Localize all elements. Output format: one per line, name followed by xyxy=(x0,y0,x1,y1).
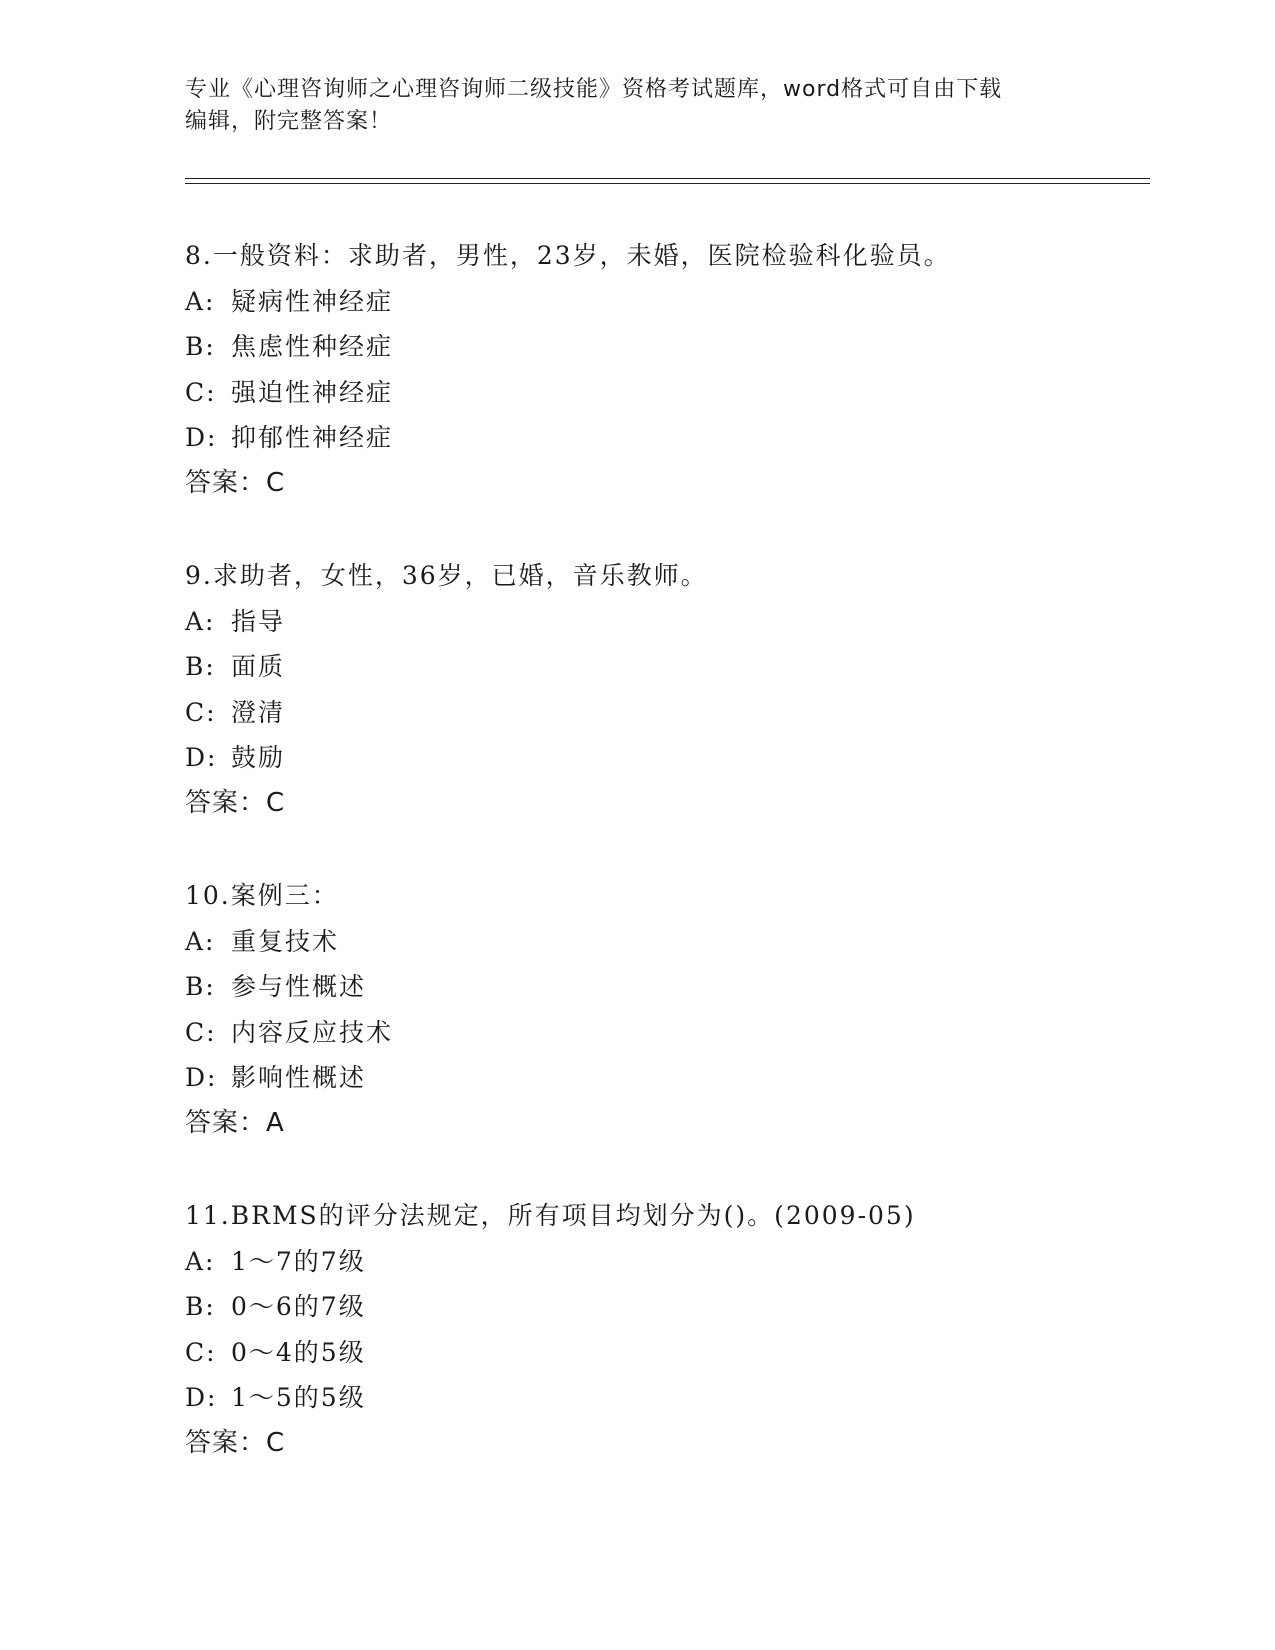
option-letter: C: xyxy=(185,377,217,407)
question-9 xyxy=(185,553,1165,826)
option-text: 鼓励 xyxy=(231,743,286,772)
option-letter: A: xyxy=(185,606,216,636)
option-text: 影响性概述 xyxy=(231,1063,367,1092)
option-text: 疑病性神经症 xyxy=(231,286,394,316)
option-text: 1～5的5级 xyxy=(231,1383,366,1412)
header-rule-bottom xyxy=(185,183,1150,184)
document-header xyxy=(185,74,1085,138)
question-10 xyxy=(185,873,1165,1146)
question-stem: 11.BRMS的评分法规定，所有项目均划分为()。(2009-05) xyxy=(185,1201,916,1230)
option-letter: C: xyxy=(185,697,217,727)
option-text: 抑郁性神经症 xyxy=(231,423,394,452)
answer-line: 答案：A xyxy=(185,1107,285,1138)
option-letter: D: xyxy=(185,423,218,452)
option-letter: C: xyxy=(185,1017,217,1047)
option-letter: D: xyxy=(185,1383,218,1412)
option-letter: B: xyxy=(185,972,216,1001)
option-letter: A: xyxy=(185,1246,216,1276)
option-a xyxy=(185,919,1165,965)
header-line-1: 专业《心理咨询师之心理咨询师二级技能》资格考试题库，word格式可自由下载 xyxy=(185,77,1003,102)
option-c xyxy=(185,1330,1165,1376)
option-text: 澄清 xyxy=(231,697,286,727)
option-text: 1～7的7级 xyxy=(231,1246,366,1276)
option-letter: C: xyxy=(185,1337,217,1367)
option-d xyxy=(185,735,1165,781)
option-text: 强迫性神经症 xyxy=(231,377,394,407)
option-d xyxy=(185,415,1165,461)
option-c xyxy=(185,370,1165,416)
option-text: 参与性概述 xyxy=(231,972,367,1001)
question-stem: 9.求助者，女性，36岁，已婚，音乐教师。 xyxy=(185,561,708,590)
option-letter: D: xyxy=(185,1063,218,1092)
option-letter: D: xyxy=(185,743,218,772)
option-letter: B: xyxy=(185,652,216,681)
option-c xyxy=(185,690,1165,736)
option-a xyxy=(185,599,1165,645)
option-d xyxy=(185,1055,1165,1101)
option-text: 0～6的7级 xyxy=(231,1292,366,1321)
header-line-2: 编辑，附完整答案！ xyxy=(185,109,393,134)
option-text: 焦虑性种经症 xyxy=(231,332,394,361)
option-letter: B: xyxy=(185,332,216,361)
option-text: 0～4的5级 xyxy=(231,1337,366,1367)
option-c xyxy=(185,1010,1165,1056)
option-text: 指导 xyxy=(231,606,286,636)
option-text: 面质 xyxy=(231,652,286,681)
option-a xyxy=(185,1239,1165,1285)
option-b xyxy=(185,324,1165,370)
option-b xyxy=(185,644,1165,690)
question-stem: 8.一般资料：求助者，男性，23岁，未婚，医院检验科化验员。 xyxy=(185,241,951,270)
header-rule-top xyxy=(185,178,1150,179)
option-d xyxy=(185,1375,1165,1421)
answer-line: 答案：C xyxy=(185,1427,286,1458)
question-stem: 10.案例三： xyxy=(185,881,339,910)
option-letter: A: xyxy=(185,286,216,316)
question-11 xyxy=(185,1193,1165,1466)
option-text: 内容反应技术 xyxy=(231,1017,394,1047)
question-8 xyxy=(185,233,1165,506)
answer-line: 答案：C xyxy=(185,467,286,498)
option-a xyxy=(185,279,1165,325)
answer-line: 答案：C xyxy=(185,787,286,818)
option-letter: A: xyxy=(185,926,216,956)
option-b xyxy=(185,964,1165,1010)
option-letter: B: xyxy=(185,1292,216,1321)
option-text: 重复技术 xyxy=(231,926,340,956)
option-b xyxy=(185,1284,1165,1330)
